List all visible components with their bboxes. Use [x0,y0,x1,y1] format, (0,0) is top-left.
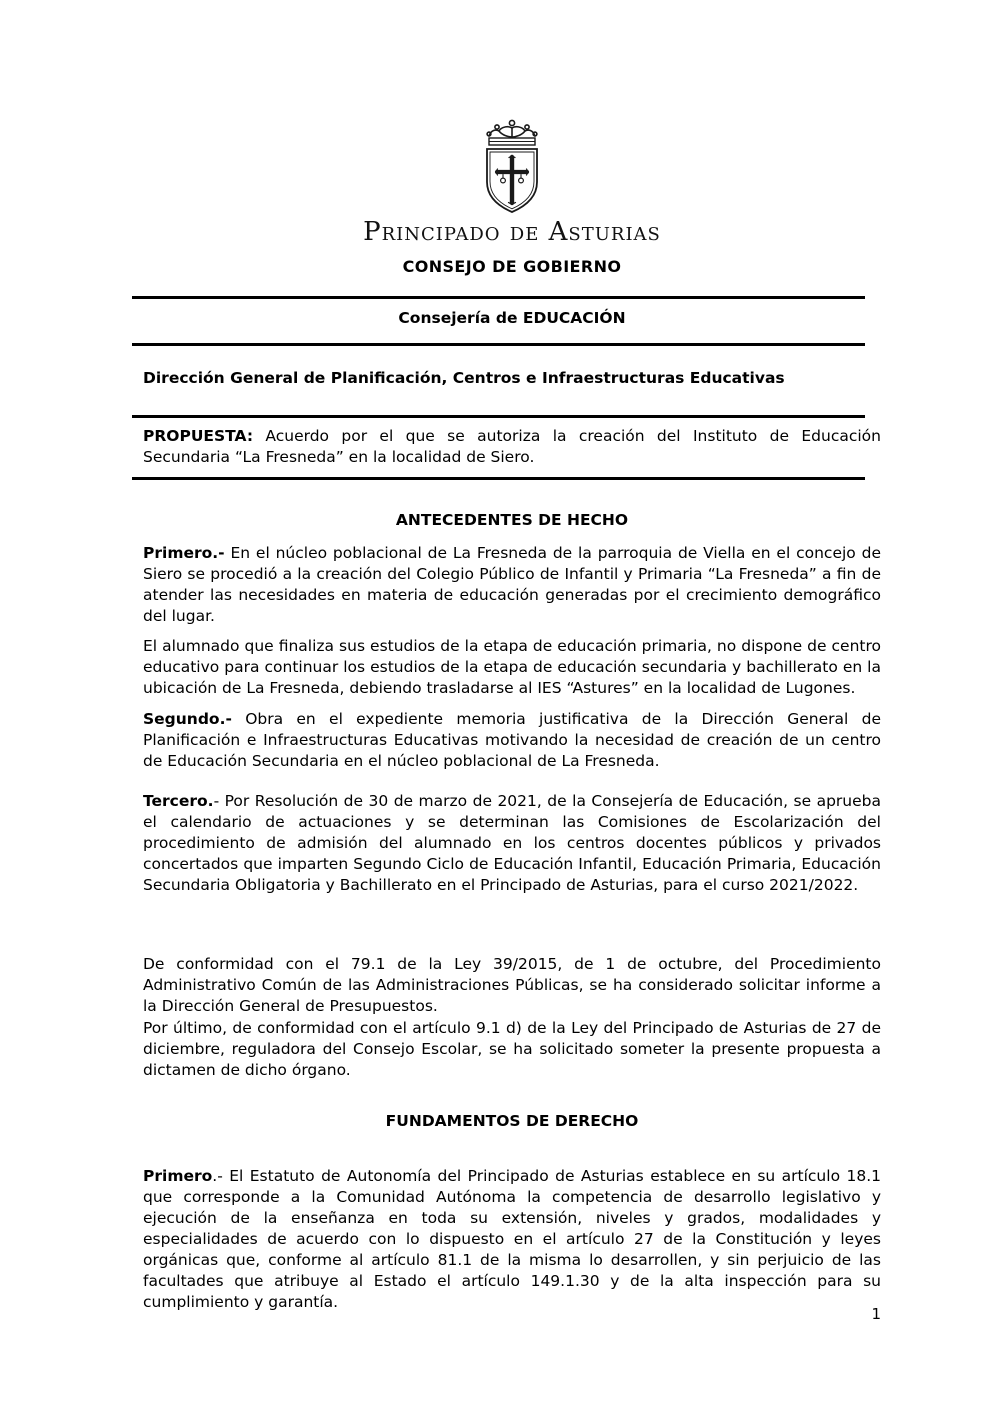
proposal-label: PROPUESTA: [143,427,254,445]
paragraph-antecedentes-segundo: Segundo.- Obra en el expediente memoria justificativa de la Dirección General de Planificación e Infraestructuras Educativas motivando la necesidad de creación de un centro de Educación Secundaria en el núcleo poblacional de La Fresneda. [143,710,881,770]
proposal-paragraph: PROPUESTA: Acuerdo por el que se autoriza la creación del Instituto de Educación Secundaria “La Fresneda” en la localidad de Siero. [143,427,881,466]
paragraph-antecedentes-alumnado: El alumnado que finaliza sus estudios de la etapa de educación primaria, no dispone de centro educativo para continuar los estudios de la etapa de educación secundaria y bachillerato en la ubicación de La Fresneda, debiendo trasladarse al IES “Astures” en la localidad de Lugones. [143,637,881,697]
horizontal-rule [132,296,865,299]
section-heading-antecedentes: ANTECEDENTES DE HECHO [395,511,629,529]
paragraph-antecedentes-primero: Primero.- En el núcleo poblacional de La Fresneda de la parroquia de Viella en el concejo de Siero se procedió a la creación del Colegio Público de Infantil y Primaria “La Fresneda” a fin de atender las necesidades en materia de educación generadas por el crecimiento demográfico del lugar. [143,544,881,625]
page-number: 1 [871,1305,881,1323]
horizontal-rule [132,415,865,418]
paragraph-lead: Primero.- [143,544,225,562]
section-heading-fundamentos: FUNDAMENTOS DE DERECHO [385,1112,639,1130]
paragraph-por-ultimo: Por último, de conformidad con el artículo 9.1 d) de la Ley del Principado de Asturias de 27 de diciembre, reguladora del Consejo Escolar, se ha solicitado someter la presente propuesta a dictamen de dicho órgano. [143,1019,881,1079]
department-title: Consejería de EDUCACIÓN [398,309,626,327]
paragraph-antecedentes-tercero: Tercero.- Por Resolución de 30 de marzo de 2021, de la Consejería de Educación, se aprueba el calendario de actuaciones y se determinan las Comisiones de Escolarización del procedimiento de admisión del alumnado en los centros docentes públicos y privados concertados que imparten Segundo Ciclo de Educación Infantil, Educación Primaria, Educación Secundaria Obligatoria y Bachillerato en el Principado de Asturias, para el curso 2021/2022. [143,792,881,894]
paragraph-lead: Tercero. [143,792,214,810]
paragraph-conformidad: De conformidad con el 79.1 de la Ley 39/2015, de 1 de octubre, del Procedimiento Administrativo Común de las Administraciones Públicas, se ha considerado solicitar informe a la Dirección General de Presupuestos. [143,955,881,1015]
horizontal-rule [132,477,865,480]
asturias-coat-of-arms-icon [478,119,546,215]
org-title: Principado de Asturias [363,217,661,247]
horizontal-rule [132,343,865,346]
paragraph-lead: Primero [143,1167,213,1185]
paragraph-lead: Segundo.- [143,710,232,728]
doc-title: CONSEJO DE GOBIERNO [402,257,622,276]
direction-title: Dirección General de Planificación, Centros e Infraestructuras Educativas [143,369,785,387]
paragraph-fundamentos-primero: Primero.- El Estatuto de Autonomía del Principado de Asturias establece en su artículo 18.1 que corresponde a la Comunidad Autónoma la competencia de desarrollo legislativo y ejecución de la enseñanza en toda su extensión, niveles y grados, modalidades y especialidades de acuerdo con lo dispuesto en el artículo 27 de la Constitución y leyes orgánicas que, conforme al artículo 81.1 de la misma lo desarrollen, y sin perjuicio de las facultades que atribuye al Estado el artículo 149.1.30 y de la alta inspección para su cumplimiento y garantía. [143,1167,881,1311]
